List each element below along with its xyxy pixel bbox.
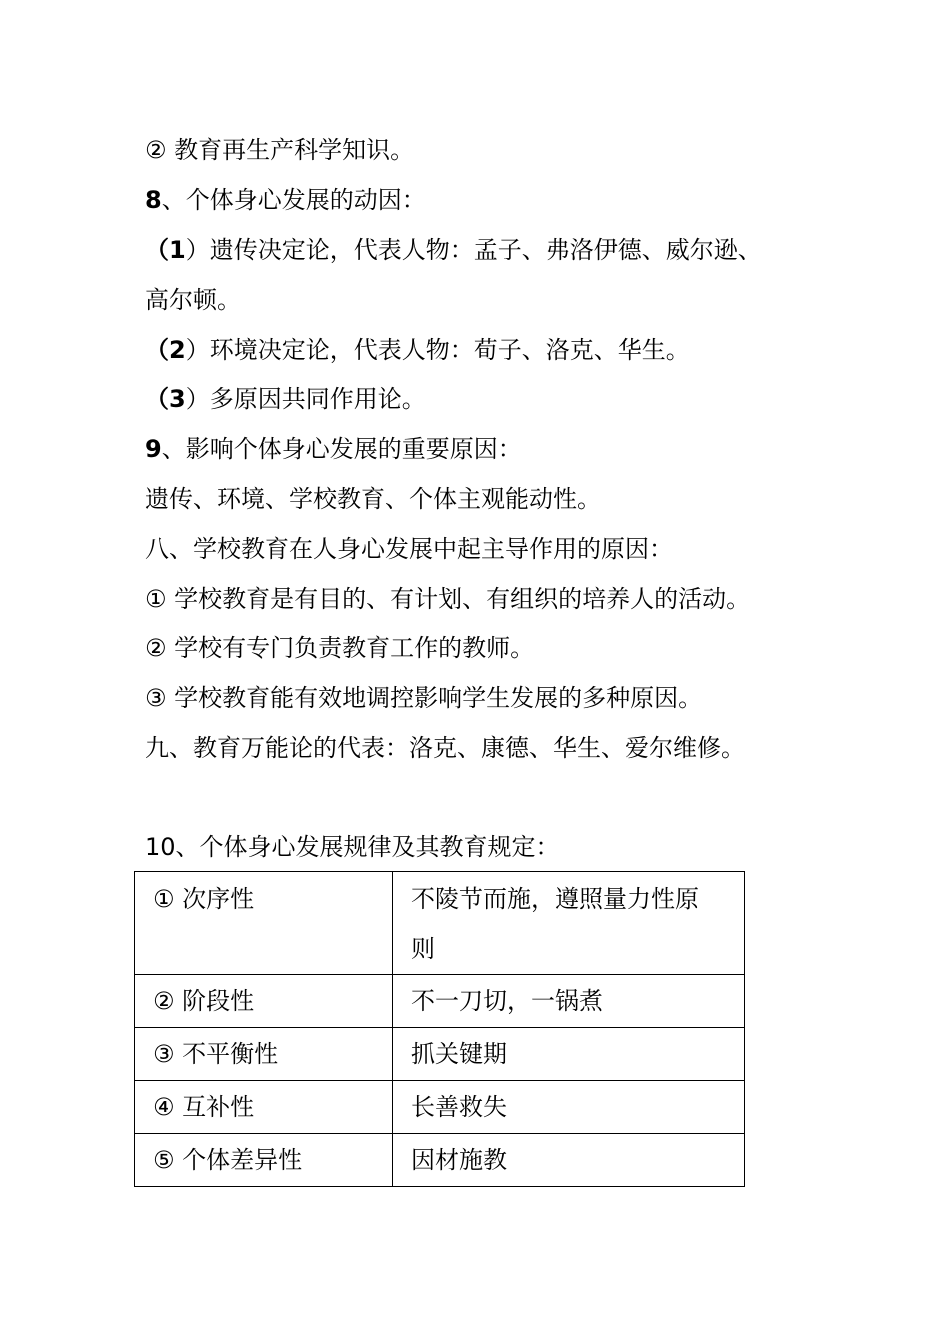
table-cell-law: ③ 不平衡性 xyxy=(135,1028,393,1081)
table-cell-principle: 长善救失 xyxy=(393,1081,745,1134)
table-row xyxy=(135,872,745,975)
text-line: （2）环境决定论，代表人物：荀子、洛克、华生。 xyxy=(145,336,690,364)
text-line: 遗传、环境、学校教育、个体主观能动性。 xyxy=(145,485,601,513)
table-cell-law: ① 次序性 xyxy=(135,872,393,975)
table-row xyxy=(135,975,745,1028)
development-law-table xyxy=(134,871,745,1187)
text-line: ② 学校有专门负责教育工作的教师。 xyxy=(145,634,535,662)
section-heading: 八、学校教育在人身心发展中起主导作用的原因： xyxy=(145,535,673,563)
table-cell-law: ② 阶段性 xyxy=(135,975,393,1028)
table-cell-law: ④ 互补性 xyxy=(135,1081,393,1134)
text-line: ① 学校教育是有目的、有计划、有组织的培养人的活动。 xyxy=(145,585,751,613)
table-cell-law: ⑤ 个体差异性 xyxy=(135,1134,393,1187)
table-cell-principle: 不一刀切，一锅煮 xyxy=(393,975,745,1028)
table-row xyxy=(135,1081,745,1134)
text-line: 高尔顿。 xyxy=(145,286,241,314)
text-line: （1）遗传决定论，代表人物：孟子、弗洛伊德、威尔逊、 xyxy=(145,236,762,264)
text-line: ② 教育再生产科学知识。 xyxy=(145,136,415,164)
table-caption: 10、个体身心发展规律及其教育规定： xyxy=(145,833,560,861)
text-line: ③ 学校教育能有效地调控影响学生发展的多种原因。 xyxy=(145,684,703,712)
heading-9: 9、影响个体身心发展的重要原因： xyxy=(145,435,522,463)
text-line: （3）多原因共同作用论。 xyxy=(145,385,426,413)
table-cell-principle: 因材施教 xyxy=(393,1134,745,1187)
heading-8: 8、个体身心发展的动因： xyxy=(145,186,426,214)
section-heading: 九、教育万能论的代表：洛克、康德、华生、爱尔维修。 xyxy=(145,734,745,762)
table-cell-principle: 不陵节而施，遵照量力性原 则 xyxy=(393,872,745,975)
table-row xyxy=(135,1134,745,1187)
table-cell-principle: 抓关键期 xyxy=(393,1028,745,1081)
table-row xyxy=(135,1028,745,1081)
